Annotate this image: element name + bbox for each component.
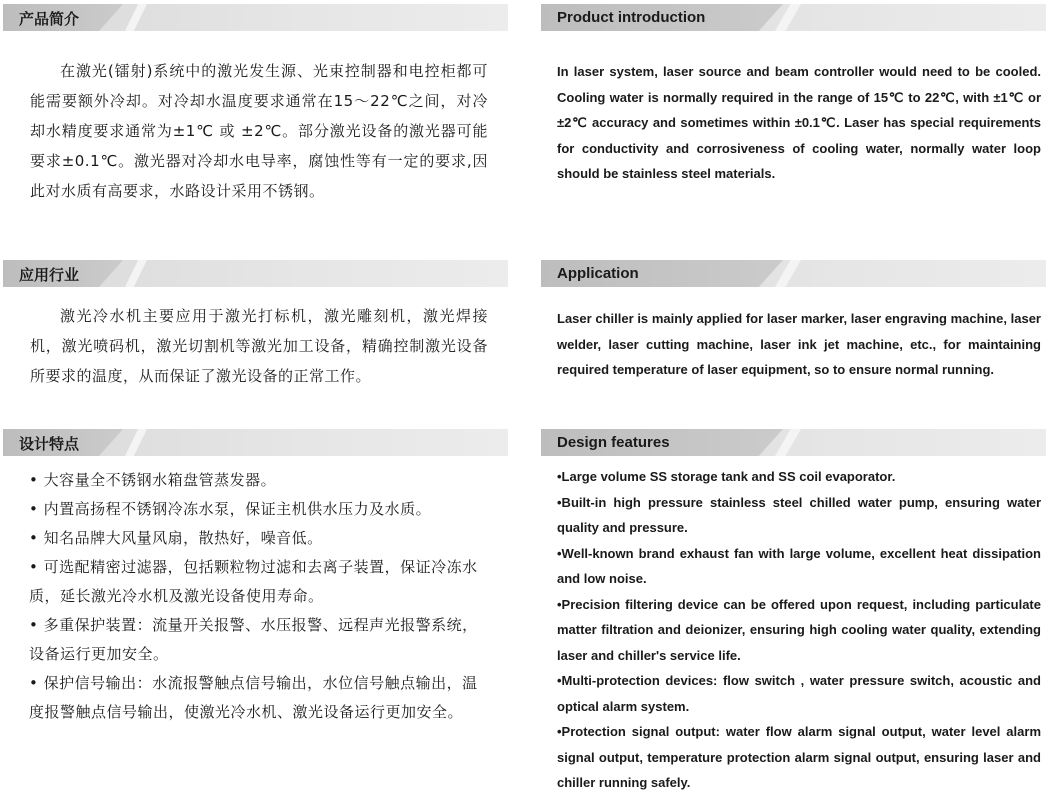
list-item: • 保护信号输出：水流报警触点信号输出，水位信号触点输出，温度报警触点信号输出，使激光冷水机、激光设备运行更加安全。 <box>29 674 478 721</box>
list-item: • 内置高扬程不锈钢冷冻水泵，保证主机供水压力及水质。 <box>29 500 432 518</box>
list-item: •Well-known brand exhaust fan with large volume, excellent heat dissipation and low noise. <box>557 545 1041 586</box>
section-title: Application <box>557 265 639 282</box>
design-features-list-en <box>557 464 1041 796</box>
section-header-design-cn <box>3 429 508 456</box>
section-header-intro-cn <box>3 4 508 31</box>
paragraph: 在激光(镭射)系统中的激光发生源、光束控制器和电控柜都可能需要额外冷却。对冷却水温度要求通常在15～22℃之间，对冷却水精度要求通常为±1℃ 或 ±2℃。部分激光设备的激光器可能要求±0.1℃。激光器对冷却水电导率，腐蚀性等有一定的要求,因此对水质有高要求，水路设计采用不锈钢。 <box>30 62 488 200</box>
intro-text-en <box>557 59 1041 187</box>
section-header-application-cn <box>3 260 508 287</box>
list-item: • 多重保护装置：流量开关报警、水压报警、远程声光报警系统，设备运行更加安全。 <box>29 616 478 663</box>
application-text-cn <box>30 301 488 391</box>
list-item: •Built-in high pressure stainless steel chilled water pump, ensuring water quality and pressure. <box>557 494 1041 535</box>
header-stripe <box>125 429 147 456</box>
section-header-application-en <box>541 260 1046 287</box>
list-item: •Multi-protection devices: flow switch , water pressure switch, acoustic and optical alarm system. <box>557 673 1041 714</box>
list-item: •Precision filtering device can be offered upon request, including particulate matter filtration and deionizer, ensuring high cooling water quality, extending laser and chiller's service life. <box>557 596 1041 663</box>
list-item: • 大容量全不锈钢水箱盘管蒸发器。 <box>29 471 277 489</box>
section-title: 产品简介 <box>19 10 80 28</box>
list-item: •Protection signal output: water flow alarm signal output, water level alarm signal output, temperature protection alarm signal output, ensuring laser and chiller running safely. <box>557 724 1041 790</box>
application-text-en <box>557 306 1041 383</box>
section-title: Design features <box>557 434 670 451</box>
list-item: • 知名品牌大风量风扇，散热好，噪音低。 <box>29 529 323 547</box>
design-features-list-cn <box>29 466 489 727</box>
list-item: • 可选配精密过滤器，包括颗粒物过滤和去离子装置，保证冷冻水质，延长激光冷水机及激光设备使用寿命。 <box>29 558 478 605</box>
english-column <box>541 0 1046 810</box>
section-header-intro-en <box>541 4 1046 31</box>
section-title: Product introduction <box>557 9 706 26</box>
header-stripe <box>125 4 147 31</box>
chinese-column <box>3 0 508 810</box>
intro-text-cn <box>30 56 488 206</box>
section-header-design-en <box>541 429 1046 456</box>
header-stripe <box>125 260 147 287</box>
section-title: 应用行业 <box>19 266 80 284</box>
paragraph: 激光冷水机主要应用于激光打标机，激光雕刻机，激光焊接机，激光喷码机，激光切割机等激光加工设备，精确控制激光设备所要求的温度，从而保证了激光设备的正常工作。 <box>30 307 488 385</box>
section-title: 设计特点 <box>19 435 80 453</box>
paragraph: In laser system, laser source and beam controller would need to be cooled. Cooling water is normally required in the range of 15℃ to 22℃, with ±1℃ or ±2℃ accuracy and sometimes within ±0.1℃. Laser has special requirements for conductivity and corrosiveness of cooling water, normally water loop should be stainless steel materials. <box>557 64 1041 181</box>
list-item: •Large volume SS storage tank and SS coil evaporator. <box>557 469 896 484</box>
paragraph: Laser chiller is mainly applied for laser marker, laser engraving machine, laser welder, laser cutting machine, laser ink jet machine, etc., for maintaining required temperature of laser equipment, so to ensure normal running. <box>557 311 1041 377</box>
